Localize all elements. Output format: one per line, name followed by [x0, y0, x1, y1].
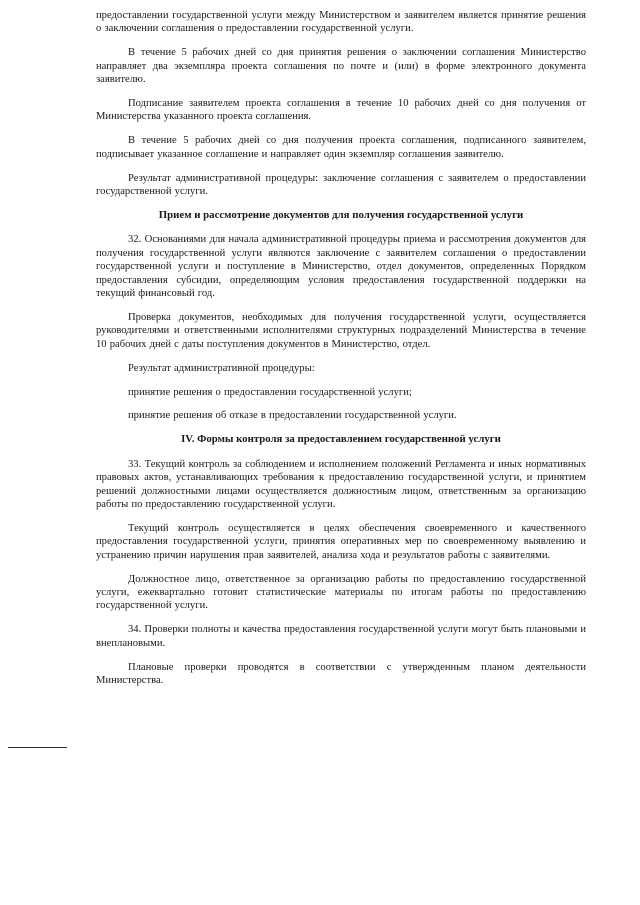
paragraph: Должностное лицо, ответственное за организацию работы по предоставлению государственной услуги, ежеквартально готовит статистические материалы по итогам работы по предоставлению государственной услуги. — [96, 573, 586, 612]
paragraph: Текущий контроль осуществляется в целях обеспечения своевременного и качественного предоставления государственной услуги, принятия оперативных мер по своевременному выявлению и устранению причин нарушения прав заявителей, анализа хода и результатов работы с заявителями. — [96, 522, 586, 561]
document-body — [96, 9, 586, 698]
paragraph: предоставлении государственной услуги между Министерством и заявителем является принятие решения о заключении соглашения о предоставлении государственной услуги. — [96, 10, 586, 35]
paragraph: В течение 5 рабочих дней со дня принятия решения о заключении соглашения Министерство направляет два экземпляра проекта соглашения по почте и (или) в форме электронного документа заявителю. — [96, 47, 586, 86]
footnote-separator — [8, 747, 67, 748]
paragraph: Проверка документов, необходимых для получения государственной услуги, осуществляется руководителями и ответственными исполнителями структурных подразделений Министерства в течение 10 рабочих дней с даты поступления документов в Министерство, отдел. — [96, 311, 586, 350]
paragraph: Подписание заявителем проекта соглашения в течение 10 рабочих дней со дня получения от Министерства указанного проекта соглашения. — [96, 98, 586, 123]
section-heading: IV. Формы контроля за предоставлением государственной услуги — [181, 433, 501, 446]
paragraph: Результат административной процедуры: — [128, 362, 315, 374]
paragraph: 32. Основаниями для начала административной процедуры приема и рассмотрения документов для получения государственной услуги являются заключение с заявителем соглашения о предоставлении государственной услуги и поступление в Министерство, отдел документов, определенных Порядком предоставления субсидии, определяющим условия предоставления государственной поддержки на текущий финансовый год. — [96, 234, 586, 299]
paragraph: В течение 5 рабочих дней со дня получения проекта соглашения, подписанного заявителем, подписывает указанное соглашение и направляет один экземпляр соглашения заявителю. — [96, 135, 586, 160]
paragraph: принятие решения о предоставлении государственной услуги; — [128, 386, 412, 398]
paragraph: 33. Текущий контроль за соблюдением и исполнением положений Регламента и иных нормативных правовых актов, устанавливающих требования к предоставлению государственной услуги, и принятием решений должностными лицами осуществляется должностным лицом, ответственным за организацию работы по предоставлению государственной услуги. — [96, 458, 586, 510]
subsection-heading: Прием и рассмотрение документов для получения государственной услуги — [158, 208, 524, 221]
paragraph: Результат административной процедуры: заключение соглашения с заявителем о предоставлении государственной услуги. — [96, 172, 586, 198]
paragraph: 34. Проверки полноты и качества предоставления государственной услуги могут быть плановыми и внеплановыми. — [96, 624, 586, 649]
paragraph: принятие решения об отказе в предоставлении государственной услуги. — [128, 410, 457, 422]
paragraph: Плановые проверки проводятся в соответствии с утвержденным планом деятельности Министерства. — [96, 661, 586, 687]
